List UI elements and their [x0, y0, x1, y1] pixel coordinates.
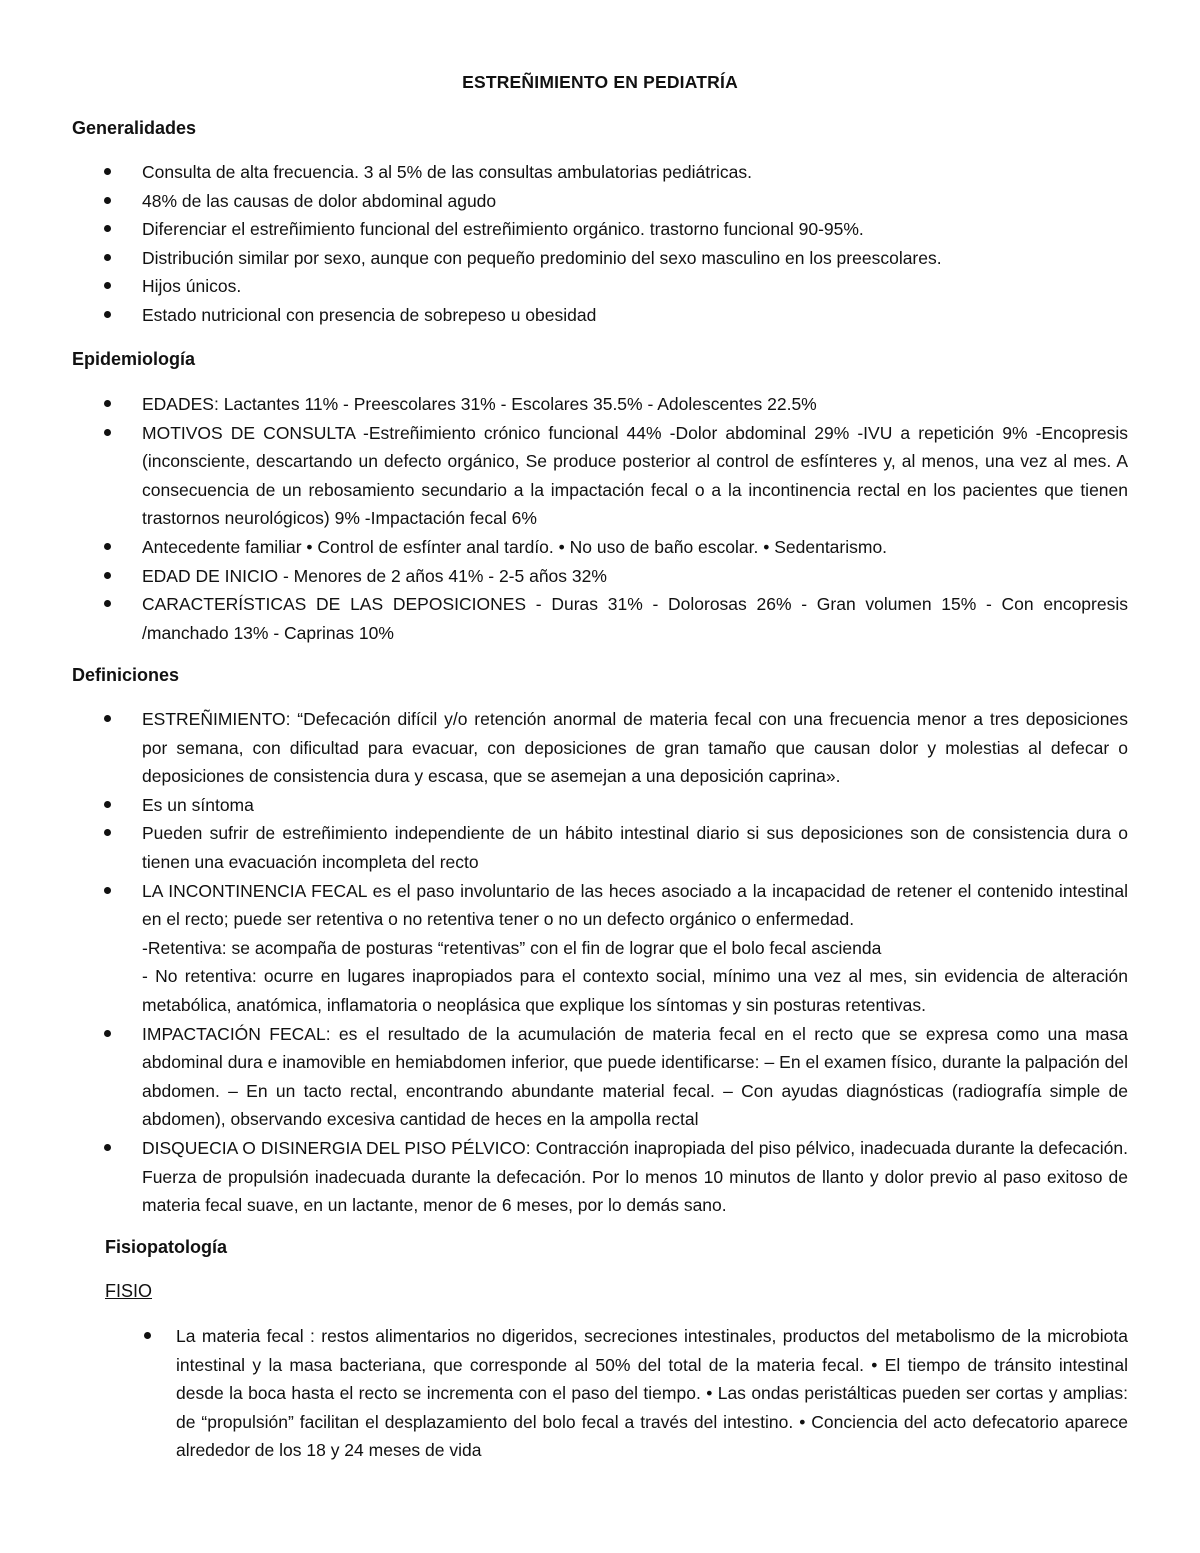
- list-item: [142, 819, 1128, 876]
- list-item-text: EDAD DE INICIO - Menores de 2 años 41% - 2-5 años 32%: [142, 565, 607, 586]
- list-item-text: ESTREÑIMIENTO: “Defecación difícil y/o retención anormal de materia fecal con una frecuencia menor a tres deposiciones por semana, con dificultad para evacuar, con deposiciones de gran tamaño que causan dolor y molestias al defecar o deposiciones de consistencia dura y escasa, que se asemejan a una deposición caprina».: [142, 709, 1128, 787]
- list-item-text: Es un síntoma: [142, 794, 254, 815]
- list-item: [142, 791, 1128, 820]
- bullet-icon: [104, 225, 111, 232]
- list-item: [142, 215, 1128, 244]
- bullet-icon: [104, 829, 111, 836]
- list-item-text: MOTIVOS DE CONSULTA -Estreñimiento crónico funcional 44% -Dolor abdominal 29% -IVU a repetición 9% -Encopresis (inconsciente, descartando un defecto orgánico, Se produce posterior al control de esfínteres y, al menos, una vez al mes. A consecuencia de un rebosamiento secundario a la impactación fecal o a la incontinencia rectal en los pacientes que tienen trastornos neurológicos) 9% -Impactación fecal 6%: [142, 422, 1128, 529]
- list-item: [142, 390, 1128, 419]
- list-definiciones: [142, 705, 1128, 1220]
- list-item: [142, 301, 1128, 330]
- bullet-icon: [104, 168, 111, 175]
- list-item: [142, 272, 1128, 301]
- list-item-text: Distribución similar por sexo, aunque con pequeño predominio del sexo masculino en los preescolares.: [142, 247, 942, 268]
- list-epidemiologia: [142, 390, 1128, 647]
- list-item: [176, 1322, 1128, 1465]
- list-item-text: LA INCONTINENCIA FECAL es el paso involuntario de las heces asociado a la incapacidad de retener el contenido intestinal en el recto; puede ser retentiva o no retentiva tener o no un defecto orgánico o enfermedad.: [142, 880, 1128, 930]
- list-item: [142, 419, 1128, 533]
- bullet-icon: [104, 572, 111, 579]
- list-item-text: Diferenciar el estreñimiento funcional del estreñimiento orgánico. trastorno funcional 90-95%.: [142, 219, 864, 240]
- list-fisiopatologia: [176, 1322, 1128, 1465]
- list-item: [142, 705, 1128, 791]
- list-item: [142, 1134, 1128, 1220]
- list-generalidades: [142, 158, 1128, 330]
- list-item: [142, 1020, 1128, 1134]
- list-item: [142, 877, 1128, 1020]
- heading-fisiopatologia: Fisiopatología: [105, 1237, 228, 1257]
- bullet-icon: [104, 429, 111, 436]
- list-item-text: IMPACTACIÓN FECAL: es el resultado de la acumulación de materia fecal en el recto que se expresa como una masa abdominal dura e inamovible en hemiabdomen inferior, que puede identificarse: – En el examen físico, durante la palpación del abdomen. – En un tacto rectal, encontrando abundante material fecal. – Con ayudas diagnósticas (radiografía simple de abdomen), observando excesiva cantidad de heces en la ampolla rectal: [142, 1023, 1128, 1130]
- heading-definiciones: Definiciones: [72, 665, 180, 685]
- bullet-icon: [104, 543, 111, 550]
- list-item: [142, 590, 1128, 647]
- list-item-text: 48% de las causas de dolor abdominal agudo: [142, 190, 497, 211]
- bullet-icon: [104, 801, 111, 808]
- list-item-text: Pueden sufrir de estreñimiento independiente de un hábito intestinal diario si sus deposiciones son de consistencia dura o tienen una evacuación incompleta del recto: [142, 823, 1128, 872]
- bullet-icon: [104, 1030, 111, 1037]
- list-item: [142, 158, 1128, 187]
- bullet-icon: [104, 1144, 111, 1151]
- bullet-icon: [104, 600, 111, 607]
- bullet-icon: [104, 254, 111, 261]
- document-title: ESTREÑIMIENTO EN PEDIATRÍA: [462, 72, 738, 92]
- list-item-text: EDADES: Lactantes 11% - Preescolares 31% - Escolares 35.5% - Adolescentes 22.5%: [142, 394, 817, 414]
- list-item-text: Hijos únicos.: [142, 276, 242, 297]
- list-item: [142, 244, 1128, 273]
- list-item-text: Estado nutricional con presencia de sobrepeso u obesidad: [142, 304, 597, 325]
- list-item-text: CARACTERÍSTICAS DE LAS DEPOSICIONES - Duras 31% - Dolorosas 26% - Gran volumen 15% - Con encopresis /manchado 13% - Caprinas 10%: [142, 594, 1128, 643]
- list-item: [142, 533, 1128, 562]
- bullet-icon: [104, 400, 111, 407]
- bullet-icon: [104, 715, 111, 722]
- list-item-text: DISQUECIA O DISINERGIA DEL PISO PÉLVICO: Contracción inapropiada del piso pélvico, inadecuada durante la defecación. Fuerza de propulsión inadecuada durante la defecación. Por lo menos 10 minutos de llanto y dolor previo al paso exitoso de materia fecal suave, en un lactante, menor de 6 meses, por lo demás sano.: [142, 1137, 1128, 1216]
- bullet-icon: [144, 1332, 151, 1339]
- heading-generalidades: Generalidades: [72, 118, 197, 138]
- list-item-text: Antecedente familiar • Control de esfínter anal tardío. • No uso de baño escolar. • Sedentarismo.: [142, 536, 888, 557]
- list-item: [142, 187, 1128, 216]
- list-item: [142, 562, 1128, 591]
- bullet-icon: [104, 197, 111, 204]
- list-item-text: Consulta de alta frecuencia. 3 al 5% de las consultas ambulatorias pediátricas.: [142, 162, 752, 182]
- bullet-icon: [104, 282, 111, 289]
- bullet-icon: [104, 887, 111, 894]
- incontinencia-retentiva: -Retentiva: se acompaña de posturas “retentivas” con el fin de lograr que el bolo fecal ascienda: [142, 937, 882, 958]
- incontinencia-no-retentiva: - No retentiva: ocurre en lugares inapropiados para el contexto social, mínimo una vez al mes, sin evidencia de alteración metabólica, anatómica, inflamatoria o neoplásica que explique los síntomas y sin posturas retentivas.: [142, 966, 1128, 1015]
- bullet-icon: [104, 311, 111, 318]
- subheading-fisio: FISIO: [105, 1281, 153, 1301]
- list-item-text: La materia fecal : restos alimentarios no digeridos, secreciones intestinales, productos del metabolismo de la microbiota intestinal y la masa bacteriana, que corresponde al 50% del total de la materia fecal. • El tiempo de tránsito intestinal desde la boca hasta el recto se incrementa con el paso del tiempo. • Las ondas peristálticas pueden ser cortas y amplias: de “propulsión” facilitan el desplazamiento del bolo fecal a través del intestino. • Conciencia del acto defecatorio aparece alrededor de los 18 y 24 meses de vida: [176, 1326, 1128, 1461]
- heading-epidemiologia: Epidemiología: [72, 349, 196, 369]
